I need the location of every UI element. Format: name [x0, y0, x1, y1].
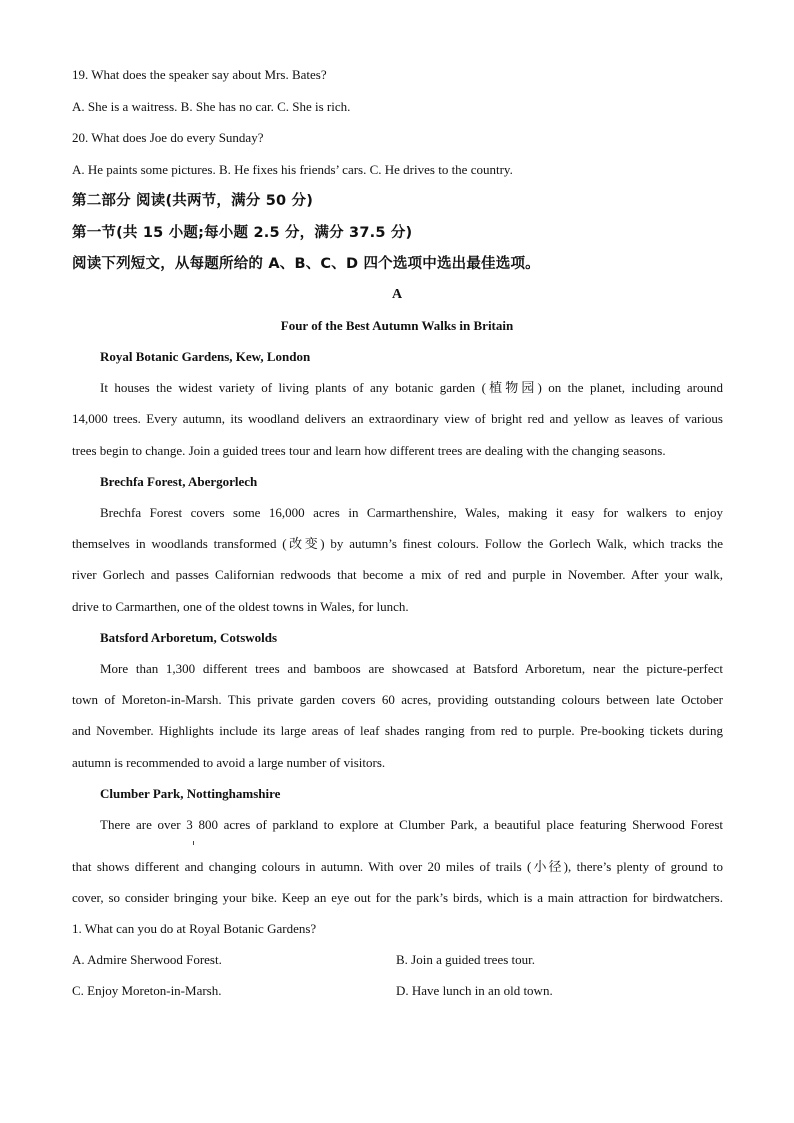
instruction: 阅读下列短文，从每题所给的 A、B、C、D 四个选项中选出最佳选项。 — [72, 256, 540, 272]
section-heading-brechfa: Brechfa Forest, Abergorlech — [100, 474, 258, 489]
paragraph-line: river Gorlech and passes Californian redwoods that become a mix of red and purple in November. After your walk, — [72, 567, 723, 582]
paragraph-line: and November. Highlights include its large areas of leaf shades ranging from red to purple. Pre-booking tickets during — [72, 723, 723, 738]
paragraph-line: themselves in woodlands transformed (改变) by autumn’s finest colours. Follow the Gorlech Walk, which tracks the — [72, 536, 723, 551]
stray-mark — [193, 841, 194, 845]
question-20-stem: 20. What does Joe do every Sunday? — [72, 130, 264, 145]
paragraph-line: autumn is recommended to avoid a large number of visitors. — [72, 755, 386, 770]
option-a: A. Admire Sherwood Forest. — [72, 952, 222, 967]
section-heading: 第一节(共 15 小题;每小题 2.5 分，满分 37.5 分) — [72, 225, 413, 241]
section-heading-kew: Royal Botanic Gardens, Kew, London — [100, 349, 311, 364]
paragraph-line: It houses the widest variety of living plants of any botanic garden (植物园) on the planet, including around — [100, 380, 723, 395]
paragraph-line: trees begin to change. Join a guided trees tour and learn how different trees are dealing with the changing seasons. — [72, 443, 666, 458]
section-heading-batsford: Batsford Arboretum, Cotswolds — [100, 630, 278, 645]
paragraph-line: town of Moreton-in-Marsh. This private garden covers 60 acres, providing outstanding colours between late October — [72, 692, 723, 707]
option-d: D. Have lunch in an old town. — [396, 983, 553, 998]
paragraph-line: that shows different and changing colours in autumn. With over 20 miles of trails (小径), there’s plenty of ground to — [72, 859, 723, 874]
section-heading-clumber: Clumber Park, Nottinghamshire — [100, 786, 281, 801]
question-19-options: A. She is a waitress. B. She has no car. C. She is rich. — [72, 99, 351, 114]
question-20-options: A. He paints some pictures. B. He fixes his friends’ cars. C. He drives to the country. — [72, 162, 513, 177]
paragraph-line: More than 1,300 different trees and bamboos are showcased at Batsford Arboretum, near the picture-perfect — [100, 661, 723, 676]
passage-title: Four of the Best Autumn Walks in Britain — [280, 318, 514, 333]
paragraph-line: cover, so consider bringing your bike. Keep an eye out for the park’s birds, which is a main attraction for birdwatchers. — [72, 890, 723, 905]
part-heading: 第二部分 阅读(共两节，满分 50 分) — [72, 193, 314, 209]
paragraph-line: There are over 3 800 acres of parkland to explore at Clumber Park, a beautiful place featuring Sherwood Forest — [100, 817, 723, 832]
passage-letter: A — [391, 287, 403, 302]
option-c: C. Enjoy Moreton-in-Marsh. — [72, 983, 222, 998]
paragraph-line: Brechfa Forest covers some 16,000 acres in Carmarthenshire, Wales, making it easy for walkers to enjoy — [100, 505, 723, 520]
question-1-stem: 1. What can you do at Royal Botanic Gardens? — [72, 921, 317, 936]
paragraph-line: drive to Carmarthen, one of the oldest towns in Wales, for lunch. — [72, 599, 409, 614]
question-19-stem: 19. What does the speaker say about Mrs. Bates? — [72, 67, 327, 82]
paragraph-line: 14,000 trees. Every autumn, its woodland delivers an extraordinary view of bright red and yellow as leaves of various — [72, 411, 723, 426]
option-b: B. Join a guided trees tour. — [396, 952, 536, 967]
